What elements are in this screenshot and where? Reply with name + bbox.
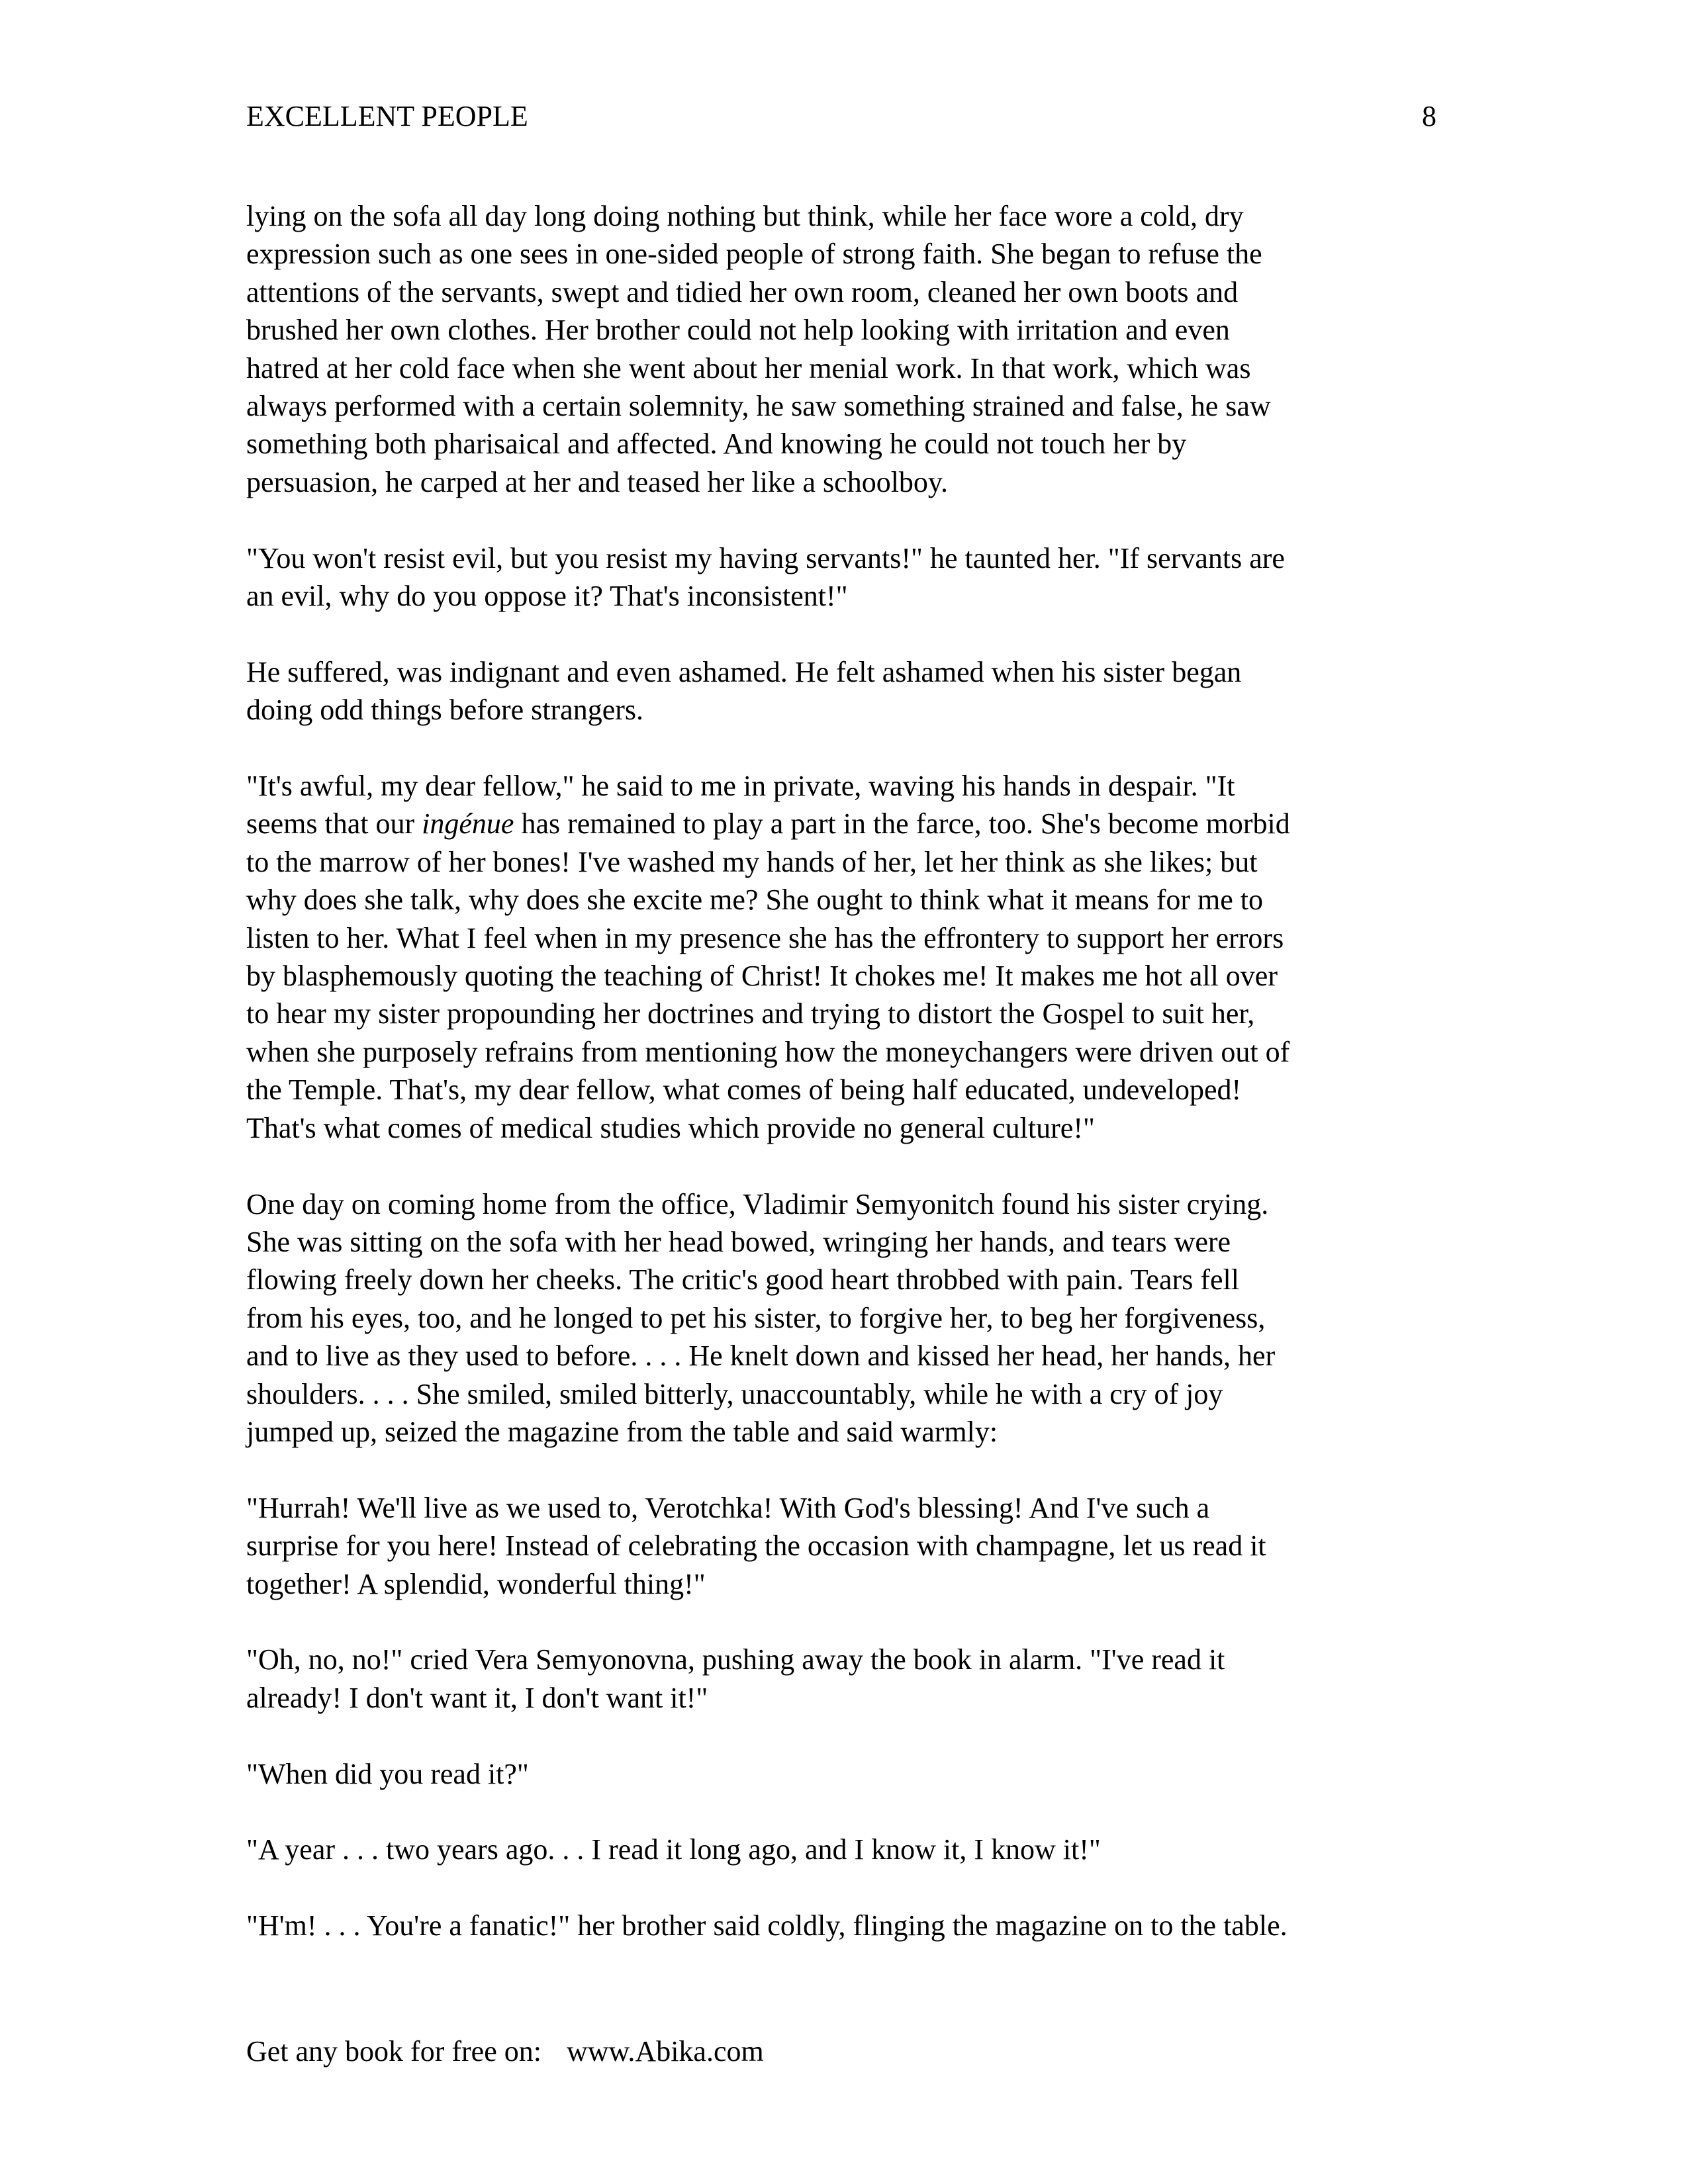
italic-term: ingénue	[422, 807, 514, 841]
paragraph: lying on the sofa all day long doing nothing but think, while her face wore a cold, dry expression such as one sees in one-sided people of strong faith. She began to refuse the attentions of the servants, swept and tidied her own room, cleaned her own boots and brushed her own clothes. Her brother could not help looking with irritation and even hatred at her cold face when she went about her menial work. In that work, which was always performed with a certain solemnity, he saw something strained and false, he saw something both pharisaical and affected. And knowing he could not touch her by persuasion, he carped at her and teased her like a schoolboy.	[246, 200, 1271, 498]
paragraph: "H'm! . . . You're a fanatic!" her brother said coldly, flinging the magazine on to the table.	[246, 1909, 1288, 1942]
page-footer	[246, 2033, 764, 2070]
paragraph	[246, 767, 1458, 1147]
paragraph-text: has remained to play a part in the farce, too. She's become morbid to the marrow of her bones! I've washed my hands of her, let her think as she likes; but why does she talk, why does she excite me? She ought to think what it means for me to listen to her. What I feel when in my presence she has the effrontery to support her errors by blasphemously quoting the teaching of Christ! It chokes me! It makes me hot all over to hear my sister propounding her doctrines and trying to distort the Gospel to suit her, when she purposely refrains from mentioning how the moneychangers were driven out of the Temple. That's, my dear fellow, what comes of being half educated, undeveloped! That's what comes of medical studies which provide no general culture!"	[246, 807, 1290, 1144]
footer-link[interactable]: www.Abika.com	[566, 2035, 764, 2068]
paragraph: "When did you read it?"	[246, 1757, 529, 1790]
paragraph: "Hurrah! We'll live as we used to, Verotchka! With God's blessing! And I've such a surprise for you here! Instead of celebrating the occasion with champagne, let us read it together! A splendid, wonderful thing!"	[246, 1491, 1266, 1600]
footer-prompt: Get any book for free on:	[246, 2035, 541, 2068]
running-title: EXCELLENT PEOPLE	[246, 100, 528, 132]
page-header	[246, 98, 1438, 138]
paragraph: "Oh, no, no!" cried Vera Semyonovna, pushing away the book in alarm. "I've read it already! I don't want it, I don't want it!"	[246, 1643, 1225, 1714]
paragraph: "A year . . . two years ago. . . I read it long ago, and I know it, I know it!"	[246, 1833, 1101, 1866]
page-body	[246, 197, 1458, 1945]
page-number: 8	[1422, 100, 1436, 132]
paragraph: He suffered, was indignant and even ashamed. He felt ashamed when his sister began doing odd things before strangers.	[246, 655, 1242, 727]
paragraph: "You won't resist evil, but you resist my having servants!" he taunted her. "If servants are an evil, why do you oppose it? That's inconsistent!"	[246, 541, 1285, 613]
paragraph: One day on coming home from the office, Vladimir Semyonitch found his sister crying. She was sitting on the sofa with her head bowed, wringing her hands, and tears were flowing freely down her cheeks. The critic's good heart throbbed with pain. Tears fell from his eyes, too, and he longed to pet his sister, to forgive her, to beg her forgiveness, and to live as they used to before. . . . He knelt down and kissed her head, her hands, her shoulders. . . . She smiled, smiled bitterly, unaccountably, while he with a cry of joy jumped up, seized the magazine from the table and said warmly:	[246, 1187, 1276, 1448]
paragraph-text: "It's awful, my dear fellow," he said to me in private, waving his hands in despair. "It seems that our	[246, 770, 1235, 841]
